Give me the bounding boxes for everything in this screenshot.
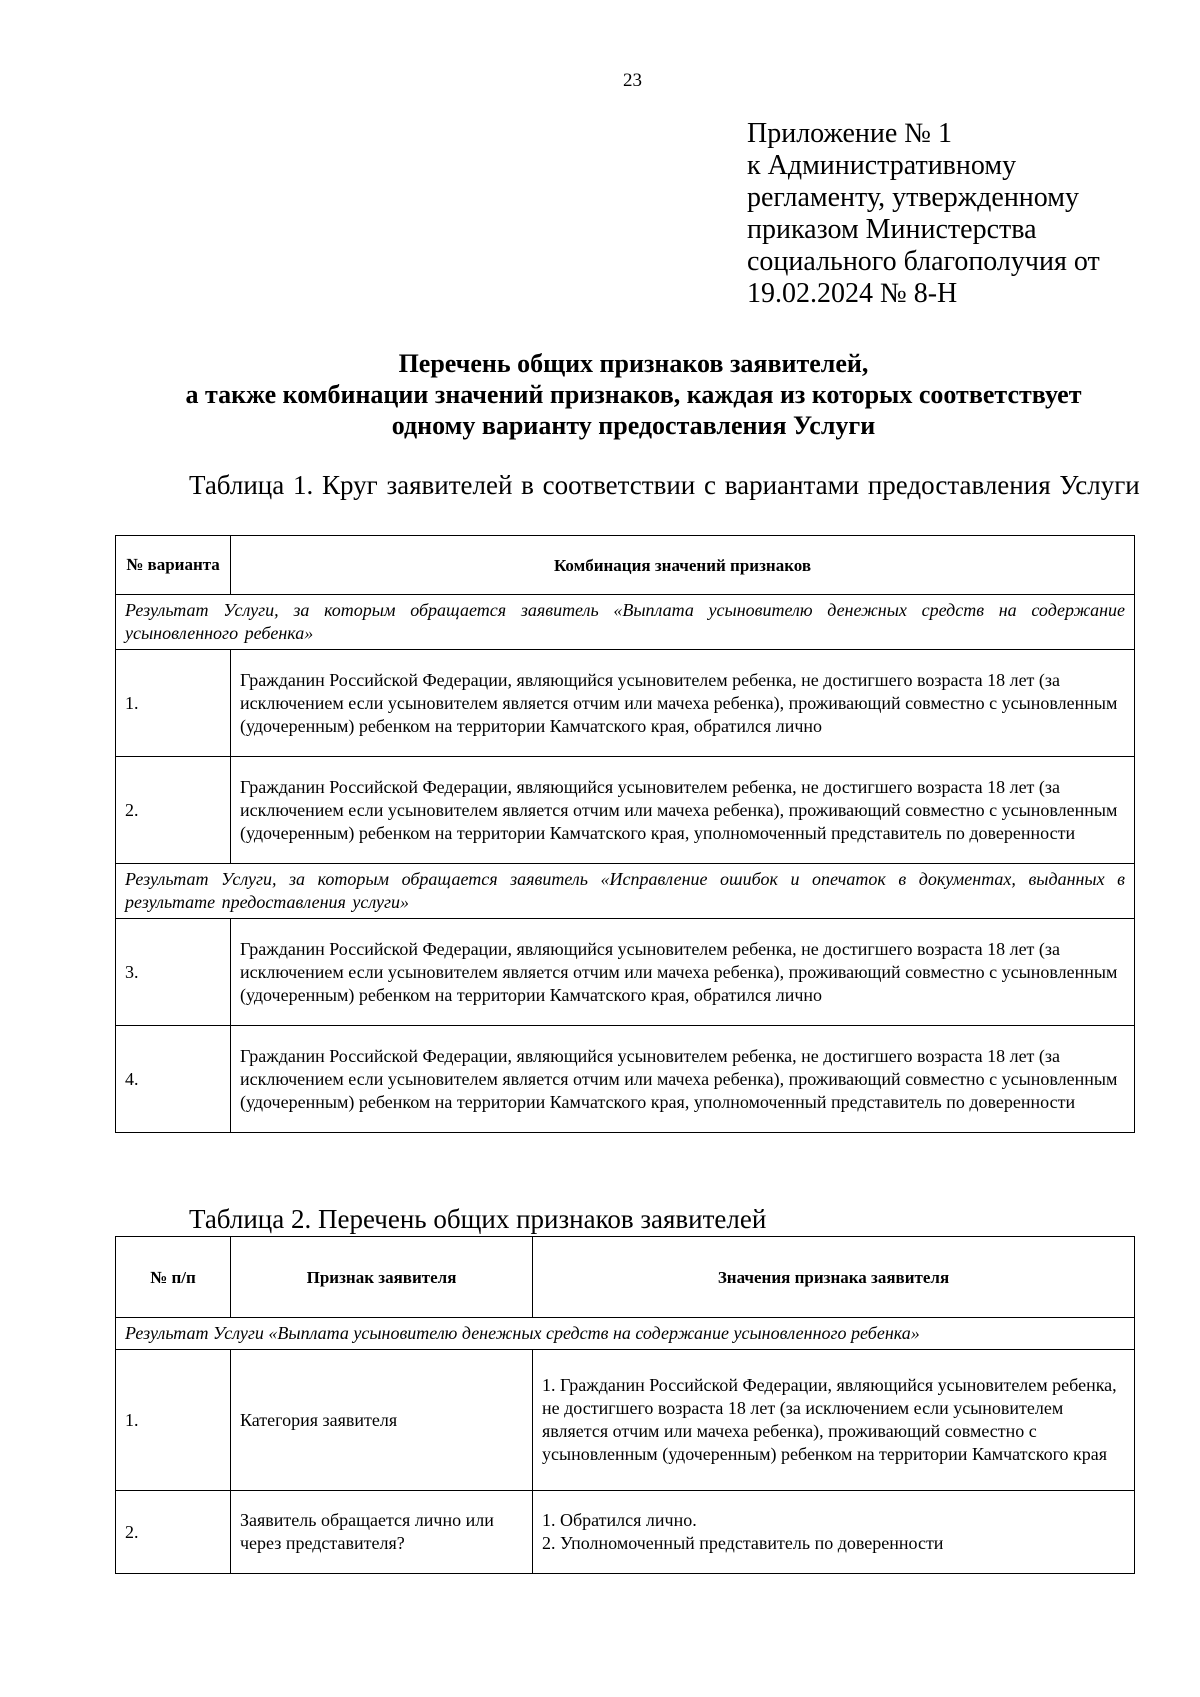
table-row	[116, 1026, 1135, 1133]
attribute-values: 1. Гражданин Российской Федерации, являющийся усыновителем ребенка, не достигшего возраста 18 лет (за исключением если усыновителем является отчим или мачеха ребенка), проживающий совместно с усыновленным (удочеренным) ребенком на территории Камчатского края	[533, 1350, 1135, 1491]
table-row	[116, 919, 1135, 1026]
title-line: а также комбинации значений признаков, каждая из которых соответствует	[185, 380, 1082, 409]
variant-combination: Гражданин Российской Федерации, являющийся усыновителем ребенка, не достигшего возраста 18 лет (за исключением если усыновителем является отчим или мачеха ребенка), проживающий совместно с усыновленным (удочеренным) ребенком на территории Камчатского края, уполномоченный представитель по доверенности	[231, 757, 1135, 864]
variant-number: 2.	[116, 757, 231, 864]
variant-number: 1.	[116, 650, 231, 757]
table-header-row	[116, 536, 1135, 595]
appendix-line: к Административному	[747, 150, 1017, 181]
header-values: Значения признака заявителя	[533, 1237, 1135, 1318]
section-heading: Результат Услуги, за которым обращается заявитель «Выплата усыновителю денежных средств на содержание усыновленного ребенка»	[116, 595, 1135, 650]
header-variant-number: № варианта	[116, 536, 231, 595]
table-row	[116, 757, 1135, 864]
variant-combination: Гражданин Российской Федерации, являющийся усыновителем ребенка, не достигшего возраста 18 лет (за исключением если усыновителем является отчим или мачеха ребенка), проживающий совместно с усыновленным (удочеренным) ребенком на территории Камчатского края, уполномоченный представитель по доверенности	[231, 1026, 1135, 1133]
section-heading: Результат Услуги «Выплата усыновителю денежных средств на содержание усыновленного ребенка»	[116, 1318, 1135, 1350]
applicants-variants-table	[115, 535, 1135, 1133]
attribute-values	[533, 1491, 1135, 1574]
table-row	[116, 650, 1135, 757]
appendix-line: приказом Министерства	[747, 214, 1037, 245]
header-attribute: Признак заявителя	[231, 1237, 533, 1318]
variant-combination: Гражданин Российской Федерации, являющийся усыновителем ребенка, не достигшего возраста 18 лет (за исключением если усыновителем является отчим или мачеха ребенка), проживающий совместно с усыновленным (удочеренным) ребенком на территории Камчатского края, обратился лично	[231, 919, 1135, 1026]
attribute-value-line: 1. Обратился лично.	[542, 1510, 697, 1530]
table-header-row	[116, 1237, 1135, 1318]
header-number: № п/п	[116, 1237, 231, 1318]
appendix-line: 19.02.2024 № 8-Н	[747, 278, 958, 309]
page-number: 23	[623, 70, 642, 91]
table2-caption: Таблица 2. Перечень общих признаков заявителей	[189, 1204, 767, 1234]
attribute-name: Категория заявителя	[231, 1350, 533, 1491]
appendix-line: регламенту, утвержденному	[747, 182, 1079, 213]
table1-caption: Таблица 1. Круг заявителей в соответствии с вариантами предоставления Услуги	[189, 470, 1140, 500]
appendix-line: социального благополучия от	[747, 246, 1100, 277]
row-number: 1.	[116, 1350, 231, 1491]
section-row	[116, 1318, 1135, 1350]
section-row	[116, 864, 1135, 919]
document-title	[100, 348, 1167, 441]
attribute-value-line: 2. Уполномоченный представитель по доверенности	[542, 1533, 944, 1553]
appendix-block	[747, 118, 1167, 310]
variant-number: 3.	[116, 919, 231, 1026]
attribute-name: Заявитель обращается лично или через представителя?	[231, 1491, 533, 1574]
applicant-attributes-table	[115, 1236, 1135, 1574]
variant-combination: Гражданин Российской Федерации, являющийся усыновителем ребенка, не достигшего возраста 18 лет (за исключением если усыновителем является отчим или мачеха ребенка), проживающий совместно с усыновленным (удочеренным) ребенком на территории Камчатского края, обратился лично	[231, 650, 1135, 757]
table-row	[116, 1491, 1135, 1574]
header-combination: Комбинация значений признаков	[231, 536, 1135, 595]
variant-number: 4.	[116, 1026, 231, 1133]
title-line: одному варианту предоставления Услуги	[391, 411, 876, 440]
table-row	[116, 1350, 1135, 1491]
title-line: Перечень общих признаков заявителей,	[398, 349, 869, 378]
appendix-line: Приложение № 1	[747, 118, 952, 149]
section-heading: Результат Услуги, за которым обращается заявитель «Исправление ошибок и опечаток в документах, выданных в результате предоставления услуги»	[116, 864, 1135, 919]
section-row	[116, 595, 1135, 650]
row-number: 2.	[116, 1491, 231, 1574]
